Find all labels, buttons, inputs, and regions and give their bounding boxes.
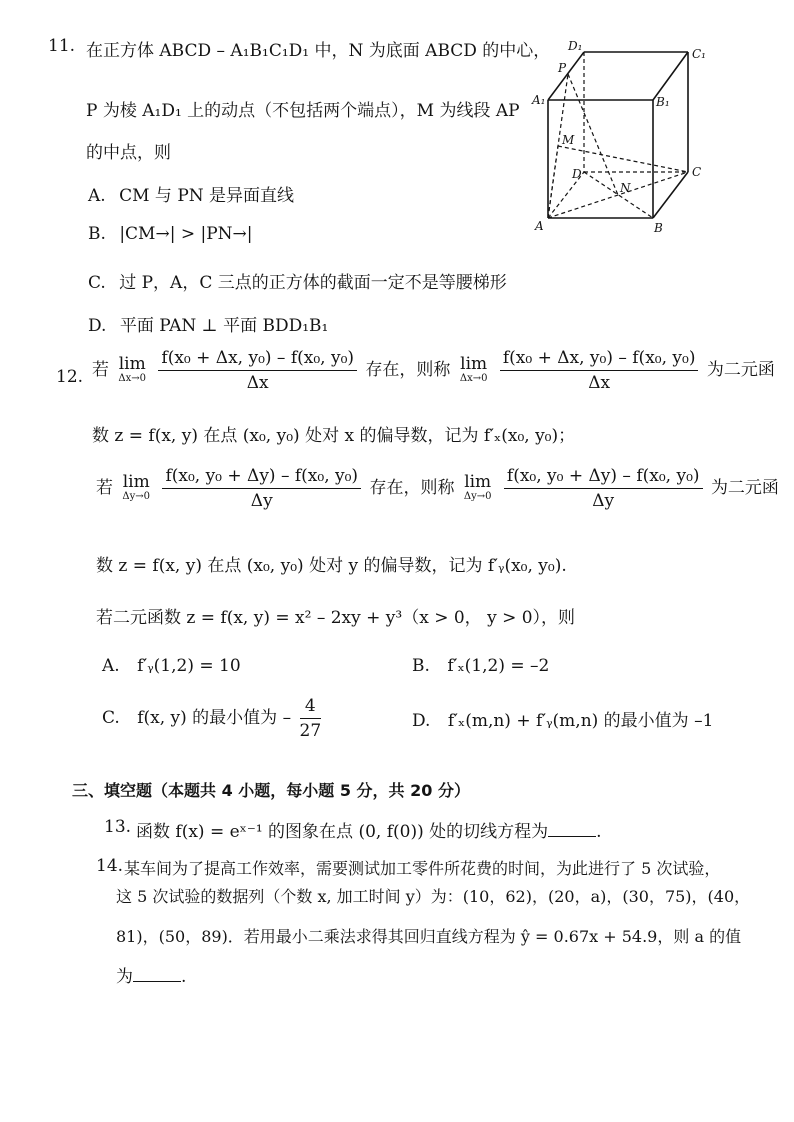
q14-line4-after: . <box>181 967 187 987</box>
difference-quotient-y-2: $\frac{\text{f(x₀, y₀ + Δy) – f(x₀, y₀)}}{\Delta y}$ <box>504 466 703 511</box>
option-text: f′ₓ(1,2) = –2 <box>447 656 550 676</box>
q12-line4: 数 z = f(x, y) 在点 (x₀, y₀) 处对 y 的偏导数，记为 f′ᵧ(x₀, y₀). <box>96 556 567 576</box>
q13-text-after: . <box>596 822 602 842</box>
answer-blank <box>133 967 181 982</box>
q11-option-d <box>88 311 328 336</box>
section-title: 三、填空题（本题共 4 小题，每小题 5 分，共 20 分） <box>72 781 470 800</box>
q11-stem-line3: 的中点，则 <box>86 143 171 163</box>
text-exists: 存在，则称 <box>365 360 451 380</box>
option-label: A. <box>102 656 120 676</box>
text-ruo: 若 <box>96 478 113 498</box>
q11-stem-line1: 在正方体 ABCD – A₁B₁C₁D₁ 中，N 为底面 ABCD 的中心， <box>86 41 551 61</box>
difference-quotient-x-1: $\frac{\text{f(x₀ + Δx, y₀) – f(x₀, y₀)}}{\Delta x}$ <box>158 348 357 393</box>
q12-option-a <box>102 656 241 676</box>
limit-dy-1: lim Δy→0 <box>122 472 151 503</box>
label-D: D <box>572 167 582 181</box>
text-binary-function: 为二元函 <box>710 478 779 498</box>
q14-line4 <box>116 962 186 987</box>
q14-number: 14. <box>96 856 124 876</box>
label-C: C <box>692 165 702 179</box>
difference-quotient-x-2: $\frac{\text{f(x₀ + Δx, y₀) – f(x₀, y₀)}}{\Delta x}$ <box>500 348 699 393</box>
q14-line4-before: 为 <box>116 967 133 987</box>
label-M: M <box>562 133 575 147</box>
fraction-four-over-27: $\frac{4}{27}$ <box>299 696 322 741</box>
label-B1: B₁ <box>656 95 670 109</box>
q11-option-c <box>88 268 507 293</box>
option-text: 过 P，A，C 三点的正方体的截面一定不是等腰梯形 <box>119 273 507 293</box>
option-text: f′ᵧ(1,2) = 10 <box>137 656 241 676</box>
q12-line5: 若二元函数 z = f(x, y) = x² – 2xy + y³（x > 0， y > 0），则 <box>96 608 576 628</box>
cube-figure <box>528 40 718 235</box>
option-label: C. <box>88 273 106 293</box>
label-P: P <box>558 61 567 75</box>
q11-number: 11. <box>48 36 76 56</box>
text-binary-function: 为二元函 <box>706 360 775 380</box>
q12-line2: 数 z = f(x, y) 在点 (x₀, y₀) 处对 x 的偏导数，记为 f′ₓ(x₀, y₀)； <box>92 426 576 446</box>
q13-text-before: 函数 f(x) = eˣ⁻¹ 的图象在点 (0, f(0)) 处的切线方程为 <box>136 822 549 842</box>
option-label: D. <box>88 316 107 336</box>
limit-dy-2: lim Δy→0 <box>463 472 492 503</box>
option-text: f(x, y) 的最小值为 – <box>137 708 292 728</box>
q12-option-d <box>412 706 713 731</box>
q14-line2: 这 5 次试验的数据列（个数 x, 加工时间 y）为：(10，62)，(20，a)，(30，75)，(40， <box>116 887 751 906</box>
option-label: B. <box>88 224 106 244</box>
option-label: A. <box>88 186 106 206</box>
label-D1: D₁ <box>568 40 583 53</box>
option-label: C. <box>102 708 120 728</box>
option-text: |CM→| > |PN→| <box>119 224 253 244</box>
option-text: CM 与 PN 是异面直线 <box>119 186 295 206</box>
option-text: f′ₓ(m,n) + f′ᵧ(m,n) 的最小值为 –1 <box>447 711 714 731</box>
q14-line1: 某车间为了提高工作效率，需要测试加工零件所花费的时间，为此进行了 5 次试验， <box>124 859 721 878</box>
q11-option-b <box>88 224 253 244</box>
limit-dx-2: lim Δx→0 <box>459 354 488 385</box>
q12-line3 <box>96 466 779 511</box>
q12-option-b <box>412 656 549 676</box>
label-N: N <box>620 181 631 195</box>
option-label: B. <box>412 656 430 676</box>
option-text: 平面 PAN ⊥ 平面 BDD₁B₁ <box>119 316 329 336</box>
label-C1: C₁ <box>692 47 706 61</box>
text-exists: 存在，则称 <box>369 478 455 498</box>
option-label: D. <box>412 711 431 731</box>
label-A: A <box>535 219 544 233</box>
q12-number: 12. <box>56 367 84 387</box>
difference-quotient-y-1: $\frac{\text{f(x₀, y₀ + Δy) – f(x₀, y₀)}}{\Delta y}$ <box>162 466 361 511</box>
q12-option-c <box>102 696 324 741</box>
label-A1: A₁ <box>532 93 546 107</box>
q11-stem-line2: P 为棱 A₁D₁ 上的动点（不包括两个端点），M 为线段 AP <box>86 101 520 121</box>
q13-number: 13. <box>104 817 132 837</box>
q12-line1 <box>92 348 775 393</box>
q14-line3: 81)，(50，89)．若用最小二乘法求得其回归直线方程为 ŷ = 0.67x + 54.9，则 a 的值 <box>116 927 742 946</box>
q11-option-a <box>88 181 294 206</box>
limit-dx-1: lim Δx→0 <box>118 354 147 385</box>
answer-blank <box>548 822 596 837</box>
q13-text <box>136 817 602 842</box>
label-B: B <box>654 221 663 235</box>
text-ruo: 若 <box>92 360 109 380</box>
